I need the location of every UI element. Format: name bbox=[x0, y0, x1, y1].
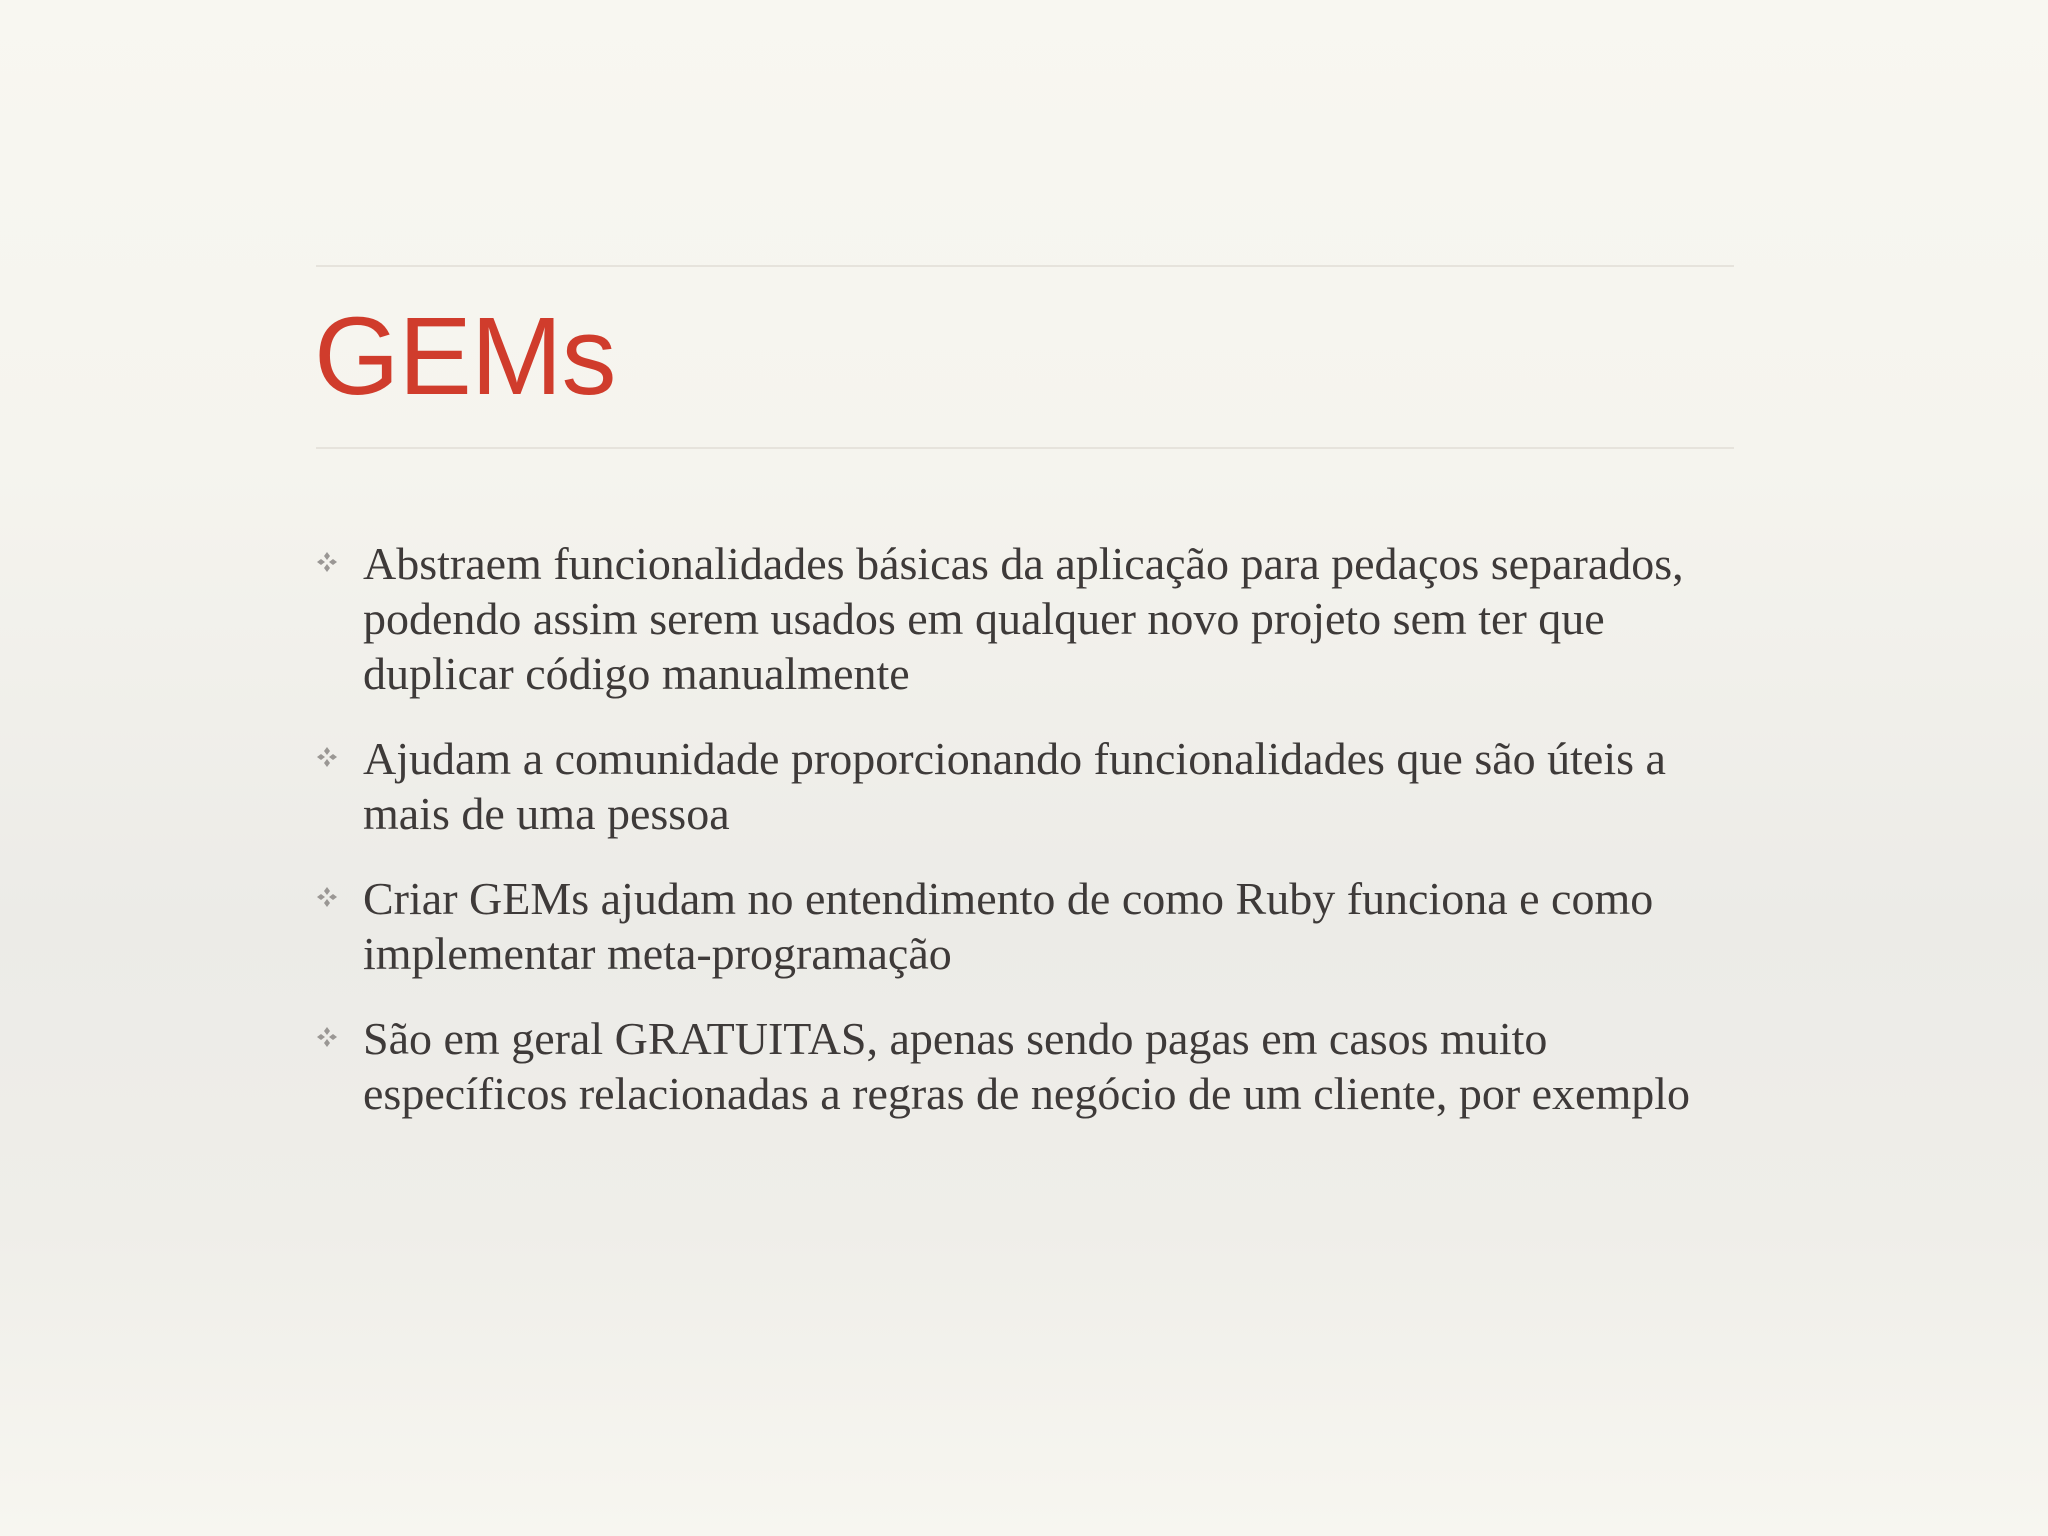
bullet-text: Abstraem funcionalidades básicas da aplicação para pedaços separados, podendo assim serem usados em qualquer novo projeto sem ter que duplicar código manualmente bbox=[363, 538, 1684, 699]
bullet-text: São em geral GRATUITAS, apenas sendo pagas em casos muito específicos relacionadas a regras de negócio de um cliente, por exemplo bbox=[363, 1013, 1691, 1119]
bullet-text: Ajudam a comunidade proporcionando funcionalidades que são úteis a mais de uma pessoa bbox=[363, 733, 1666, 839]
title-rule-top bbox=[316, 265, 1734, 267]
slide-title: GEMs bbox=[314, 295, 616, 418]
title-rule-bottom bbox=[316, 447, 1734, 449]
diamond-cluster-icon bbox=[316, 1026, 338, 1048]
bullet-text: Criar GEMs ajudam no entendimento de como Ruby funciona e como implementar meta-programação bbox=[363, 873, 1654, 979]
bullet-item bbox=[316, 1011, 1736, 1121]
diamond-cluster-icon bbox=[316, 746, 338, 768]
bullet-item bbox=[316, 731, 1736, 841]
diamond-cluster-icon bbox=[316, 551, 338, 573]
bullet-item bbox=[316, 536, 1736, 701]
diamond-cluster-icon bbox=[316, 886, 338, 908]
bullet-item bbox=[316, 871, 1736, 981]
bullet-list bbox=[316, 536, 1736, 1151]
